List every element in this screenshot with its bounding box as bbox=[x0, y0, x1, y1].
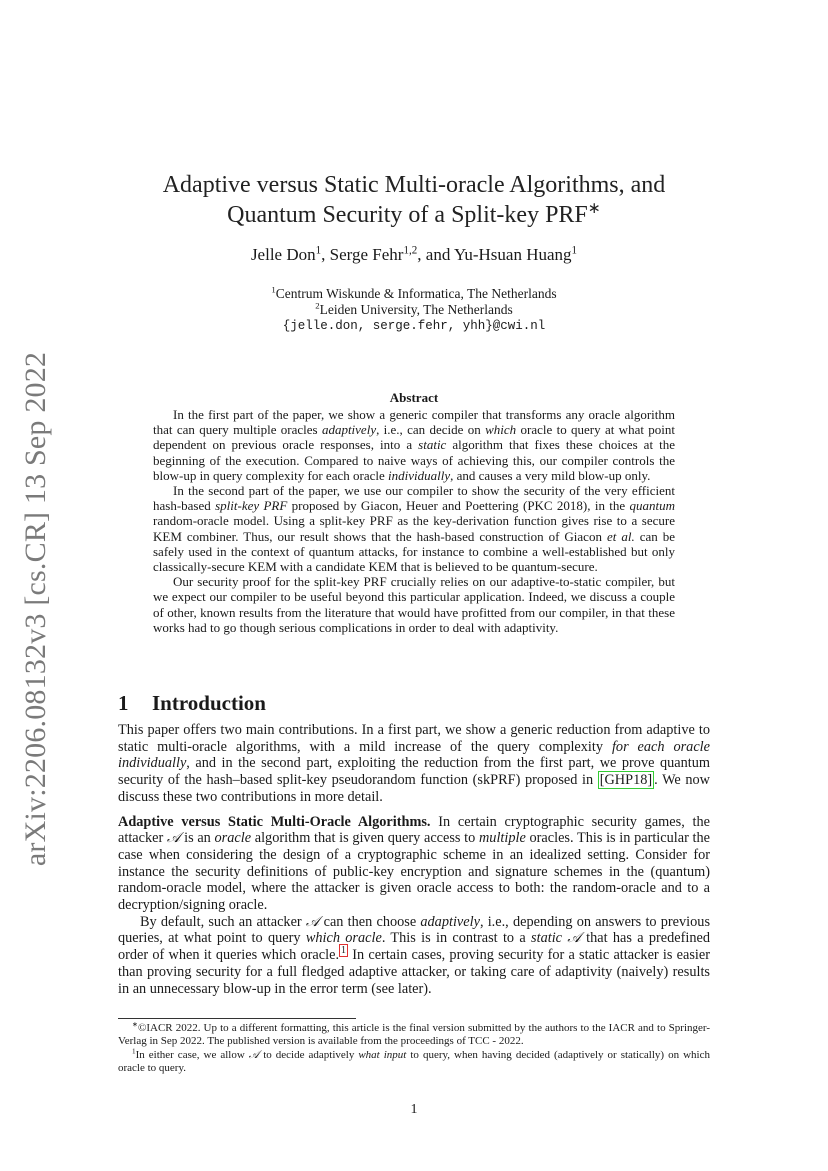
section-heading bbox=[118, 691, 710, 716]
abstract-paragraph: In the first part of the paper, we show a generic compiler that transforms any oracle algorithm that can query multiple oracles adaptively, i.e., can decide on which oracle to query at what point dependent on previous oracle responses, into a static algorithm that fixes these choices at the beginning of the execution. Compared to naive ways of achieving this, our compiler controls the blow-up in query complexity for each oracle individually, and causes a very mild blow-up only. bbox=[153, 407, 676, 483]
title-line-2: Quantum Security of a Split-key PRF∗ bbox=[227, 200, 601, 228]
abstract-body bbox=[153, 407, 675, 635]
author-list: Jelle Don$^1$, Serge Fehr$^{1,2}$, and Yu-Hsuan Huang$^1$ bbox=[250, 244, 578, 264]
author-name: Serge Fehr bbox=[329, 245, 404, 264]
abstract-paragraph: Our security proof for the split-key PRF crucially relies on our adaptive-to-static compiler, but we expect our compiler to be useful beyond this particular application. Indeed, we discuss a couple of other, known results from the literature that would have profitted from our compiler, in that these works had to go though serious complications in order to deal with adaptivity. bbox=[153, 574, 675, 635]
footnotes bbox=[118, 1022, 710, 1075]
footnote-link[interactable]: 1 bbox=[341, 945, 347, 957]
arxiv-id-text: arXiv:2206.08132v3 [cs.CR] 13 Sep 2022 bbox=[19, 351, 53, 867]
affiliation-1: $^1$Centrum Wiskunde & Informatica, The Netherlands bbox=[271, 284, 557, 301]
footnote-star: ∗©IACR 2022. Up to a different formatting, this article is the final version submitted by the authors to the IACR and to Springer-Verlag in Sep 2022. The published version is available from the proceedings of TCC - 2022. bbox=[118, 1020, 710, 1047]
paragraph-run-in-heading: Adaptive versus Static Multi-Oracle Algorithms. bbox=[118, 813, 431, 830]
author-name: Jelle Don bbox=[250, 245, 316, 264]
footnote-1: $^1$In either case, we allow 𝒜 to decide adaptively what input to query, when having decided (adaptively or statically) on which oracle to query. bbox=[118, 1047, 710, 1074]
author-name: Yu-Hsuan Huang bbox=[453, 245, 572, 264]
introduction-body bbox=[118, 722, 710, 997]
body-paragraph: By default, such an attacker 𝒜 can then choose adaptively, i.e., depending on answers to previous queries, at what point to query which oracle. This is in contrast to a static 𝒜 that has a predefined order of when it queries which oracle. $^1$ In certain cases, proving security for a static attacker is easier than proving security for a full fledged adaptive attacker, or taking care of adaptivity (naively) results in an unnecessary blow-up in the error term (see later). bbox=[118, 913, 711, 997]
title-footnote-mark: ∗ bbox=[587, 200, 601, 217]
author-emails: {jelle.don, serge.fehr, yhh}@cwi.nl bbox=[282, 319, 546, 333]
paper-title bbox=[118, 170, 710, 230]
citation-link[interactable]: [GHP18] bbox=[599, 772, 653, 789]
body-paragraph: This paper offers two main contributions. In a first part, we show a generic reduction from adaptive to static multi-oracle algorithms, with a mild increase of the query complexity for each oracle individually, and in the second part, exploiting the reduction from the first part, we prove quantum security of the hash–based split-key pseudorandom function (skPRF) proposed in [GHP18] . We now discuss these two contributions in more detail. bbox=[118, 722, 710, 805]
section-title: Introduction bbox=[152, 691, 266, 715]
section-number: 1 bbox=[118, 691, 129, 715]
arxiv-identifier-stamp bbox=[14, 351, 58, 867]
affiliations bbox=[118, 286, 710, 334]
abstract-paragraph: In the second part of the paper, we use our compiler to show the security of the very efficient hash-based split-key PRF proposed by Giacon, Heuer and Poettering (PKC 2018), in the quantum random-oracle model. Using a split-key PRF as the key-derivation function gives rise to a secure KEM combiner. Thus, our result shows that the hash-based construction of Giacon et al. can be safely used in the context of quantum attacks, for instance to combine a well-established but only classically-secure KEM with a candidate KEM that is believed to be quantum-secure. bbox=[153, 483, 676, 575]
abstract-heading: Abstract bbox=[389, 390, 439, 405]
affiliation-2: $^2$Leiden University, The Netherlands bbox=[315, 300, 513, 317]
body-paragraph: Adaptive versus Static Multi-Oracle Algorithms. In certain cryptographic security games, the attacker 𝒜 is an oracle algorithm that is given query access to multiple oracles. This is in particular the case when considering the design of a cryptographic scheme in an idealized setting. Consider for instance the security definitions of public-key encryption and signature schemes in the (quantum) random-oracle model, where the attacker is given oracle access to both: the random-oracle and to a decryption/signing oracle. bbox=[118, 813, 710, 914]
title-line-1: Adaptive versus Static Multi-oracle Algorithms, and bbox=[162, 172, 666, 198]
page-number: 1 bbox=[410, 1102, 418, 1117]
footnote-rule bbox=[118, 1018, 356, 1019]
